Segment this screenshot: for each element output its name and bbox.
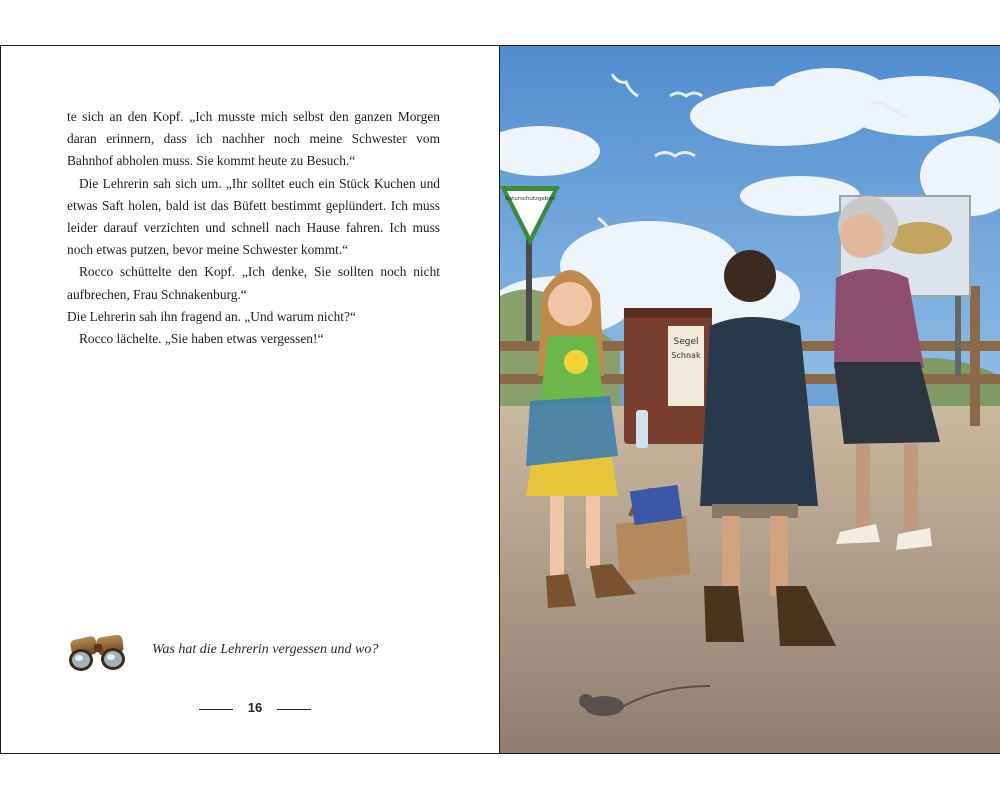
story-text [67,106,440,350]
box-label-line1: Segel [673,337,699,347]
book-spread [0,45,1000,754]
paragraph-3: Rocco schüttelte den Kopf. „Ich denke, Sie sollten noch nicht aufbrechen, Frau Schnakenburg.“ [67,264,440,302]
page-number: 16 [247,700,263,715]
paragraph-5: Rocco lächelte. „Sie haben etwas vergessen!“ [79,331,324,347]
beach-scene-illustration [500,46,1000,753]
paragraph-1: te sich an den Kopf. „Ich musste mich selbst den ganzen Morgen daran erinnern, dass ich nachher noch meine Schwester vom Bahnhof abholen muss. Sie kommt heute zu Besuch.“ [67,109,440,169]
reading-question [67,630,447,674]
page-number-rule-right [277,709,311,710]
paragraph-2: Die Lehrerin sah sich um. „Ihr solltet euch ein Stück Kuchen und etwas Saft holen, bald ist das Büfett bestimmt geplündert. Ich muss leider darauf verzichten und schnell nach Hause fahren. Ich muss noch etwas putzen, bevor meine Schwester kommt.“ [67,175,440,258]
page-number-row [199,699,311,719]
binoculars-icon [67,630,133,674]
illustration-page [500,46,1000,753]
paragraph-4: Die Lehrerin sah ihn fragend an. „Und warum nicht?“ [67,308,356,324]
sign-text: Naturschutzgebiet [504,196,556,202]
box-label-line2: Schnak [671,351,701,360]
question-text: Was hat die Lehrerin vergessen und wo? [152,642,379,657]
text-page [0,46,500,753]
donation-box [624,308,712,448]
